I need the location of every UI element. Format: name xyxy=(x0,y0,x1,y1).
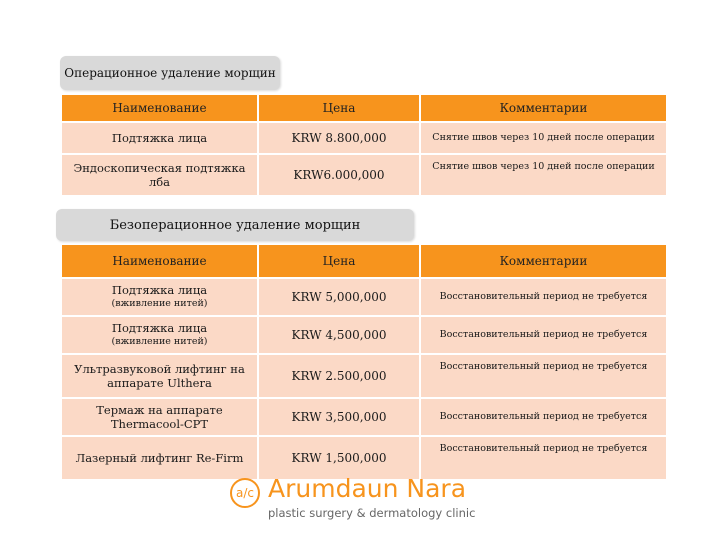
procedure-name: Лазерный лифтинг Re-Firm xyxy=(62,437,257,479)
procedure-name: Ультразвуковой лифтинг на аппарате Ulthera xyxy=(62,355,257,397)
procedure-name: Эндоскопическая подтяжка лба xyxy=(62,155,257,195)
procedure-comment: Восстановительный период не требуется xyxy=(421,317,666,353)
procedure-price: KRW6.000,000 xyxy=(259,155,419,195)
nonsurgical-price-table xyxy=(60,243,668,481)
header-price: Цена xyxy=(259,95,419,121)
header-comment: Комментарии xyxy=(421,95,666,121)
table-row xyxy=(62,279,666,315)
table-row xyxy=(62,123,666,153)
procedure-price: KRW 4,500,000 xyxy=(259,317,419,353)
procedure-comment: Восстановительный период не требуется xyxy=(421,355,666,397)
header-name: Наименование xyxy=(62,95,257,121)
table-row xyxy=(62,155,666,195)
header-name: Наименование xyxy=(62,245,257,277)
procedure-comment: Восстановительный период не требуется xyxy=(421,399,666,435)
procedure-price: KRW 3,500,000 xyxy=(259,399,419,435)
logo-name: Arumdaun Nara xyxy=(268,474,467,503)
header-price: Цена xyxy=(259,245,419,277)
procedure-comment: Снятие швов через 10 дней после операции xyxy=(421,155,666,195)
procedure-name: Подтяжка лица xyxy=(62,123,257,153)
procedure-name-note: (вживление нитей) xyxy=(111,298,208,309)
surgical-section-title: Операционное удаление морщин xyxy=(60,56,280,90)
procedure-name-note: (вживление нитей) xyxy=(111,336,208,347)
nonsurgical-section-title: Безоперационное удаление морщин xyxy=(56,209,414,241)
procedure-price: KRW 8.800,000 xyxy=(259,123,419,153)
surgical-price-table xyxy=(60,93,668,197)
procedure-comment: Восстановительный период не требуется xyxy=(421,279,666,315)
logo-mark-icon: a/c xyxy=(230,478,260,508)
header-comment: Комментарии xyxy=(421,245,666,277)
procedure-price: KRW 5,000,000 xyxy=(259,279,419,315)
logo-tagline: plastic surgery & dermatology clinic xyxy=(268,506,476,520)
procedure-name-cell xyxy=(62,317,257,353)
clinic-logo xyxy=(230,474,500,524)
table-header-row xyxy=(62,95,666,121)
table-row xyxy=(62,437,666,479)
procedure-comment: Восстановительный период не требуется xyxy=(421,437,666,479)
procedure-name: Подтяжка лица xyxy=(111,321,208,335)
procedure-name: Подтяжка лица xyxy=(111,283,208,297)
table-header-row xyxy=(62,245,666,277)
table-row xyxy=(62,317,666,353)
table-row xyxy=(62,399,666,435)
procedure-price: KRW 2.500,000 xyxy=(259,355,419,397)
table-row xyxy=(62,355,666,397)
procedure-comment: Снятие швов через 10 дней после операции xyxy=(421,123,666,153)
procedure-price: KRW 1,500,000 xyxy=(259,437,419,479)
procedure-name-cell xyxy=(62,279,257,315)
procedure-name: Термаж на аппарате Thermacool-CPT xyxy=(62,399,257,435)
